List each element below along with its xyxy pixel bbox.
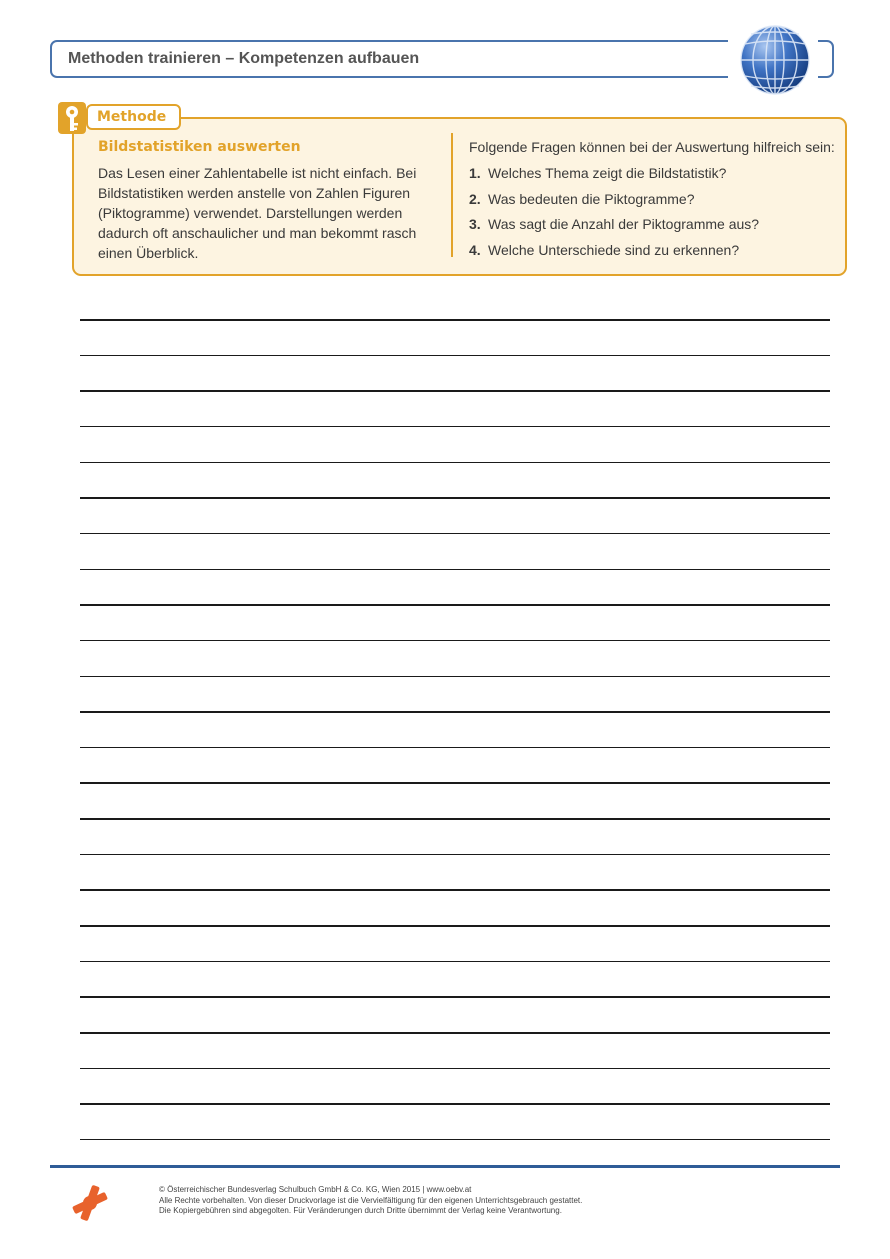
writing-line: [80, 747, 830, 749]
writing-line: [80, 782, 830, 784]
writing-line: [80, 604, 830, 606]
writing-line: [80, 462, 830, 464]
writing-line: [80, 640, 830, 642]
writing-line: [80, 996, 830, 998]
method-description: [98, 163, 436, 263]
method-title: Bildstatistiken auswerten: [98, 139, 301, 155]
page-title: Methoden trainieren – Kompetenzen aufbauen: [68, 50, 420, 67]
writing-line: [80, 818, 830, 820]
writing-line: [80, 925, 830, 927]
question-item: [469, 212, 839, 238]
globe-icon: [739, 24, 811, 96]
column-divider: [451, 133, 453, 257]
question-item: [469, 187, 839, 213]
footer-rule: [50, 1165, 840, 1168]
footer-line: © Österreichischer Bundesverlag Schulbuch GmbH & Co. KG, Wien 2015 | www.oebv.at: [159, 1185, 472, 1194]
description-line: Das Lesen einer Zahlentabelle ist nicht einfach. Bei: [98, 165, 417, 181]
writing-line: [80, 497, 830, 499]
writing-line: [80, 889, 830, 891]
publisher-logo: [70, 1183, 110, 1223]
writing-line: [80, 390, 830, 392]
footer-line: Die Kopiergebühren sind abgegolten. Für Veränderungen durch Dritte übernimmt der Verlag keine Verantwortung.: [159, 1206, 562, 1215]
footer-copyright: [159, 1185, 839, 1217]
footer-line: Alle Rechte vorbehalten. Von dieser Druckvorlage ist die Vervielfältigung für den eigenen Unterrichtsgebrauch gestattet.: [159, 1195, 583, 1205]
description-line: dadurch oft anschaulicher und man bekommt rasch: [98, 225, 417, 241]
writing-line: [80, 1032, 830, 1034]
writing-line: [80, 1139, 830, 1141]
questions-intro: Folgende Fragen können bei der Auswertung hilfreich sein:: [469, 139, 835, 155]
description-line: Bildstatistiken werden anstelle von Zahlen Figuren: [98, 185, 411, 201]
question-number: 1.: [469, 165, 481, 181]
header-bar: [50, 40, 834, 78]
question-item: [469, 161, 839, 187]
writing-line: [80, 961, 830, 963]
writing-lines-area: [80, 319, 830, 1149]
description-line: (Piktogramme) verwendet. Darstellungen werden: [98, 205, 403, 221]
writing-line: [80, 1068, 830, 1070]
question-number: 4.: [469, 241, 481, 258]
question-text: Was bedeuten die Piktogramme?: [488, 190, 695, 207]
method-tab: Methode: [86, 104, 181, 130]
writing-line: [80, 676, 830, 678]
description-line: einen Überblick.: [98, 245, 199, 261]
method-left-column: [98, 139, 436, 263]
writing-line: [80, 319, 830, 321]
method-right-column: [469, 139, 839, 263]
questions-list: [469, 161, 839, 263]
writing-line: [80, 569, 830, 571]
question-number: 2.: [469, 190, 481, 207]
question-text: Was sagt die Anzahl der Piktogramme aus?: [488, 216, 760, 232]
question-number: 3.: [469, 216, 481, 232]
writing-line: [80, 533, 830, 535]
question-item: [469, 238, 839, 264]
writing-line: [80, 355, 830, 357]
question-text: Welches Thema zeigt die Bildstatistik?: [488, 165, 727, 181]
writing-line: [80, 854, 830, 856]
writing-line: [80, 1103, 830, 1105]
writing-line: [80, 711, 830, 713]
key-icon: [58, 102, 88, 134]
writing-line: [80, 426, 830, 428]
question-text: Welche Unterschiede sind zu erkennen?: [488, 241, 740, 258]
